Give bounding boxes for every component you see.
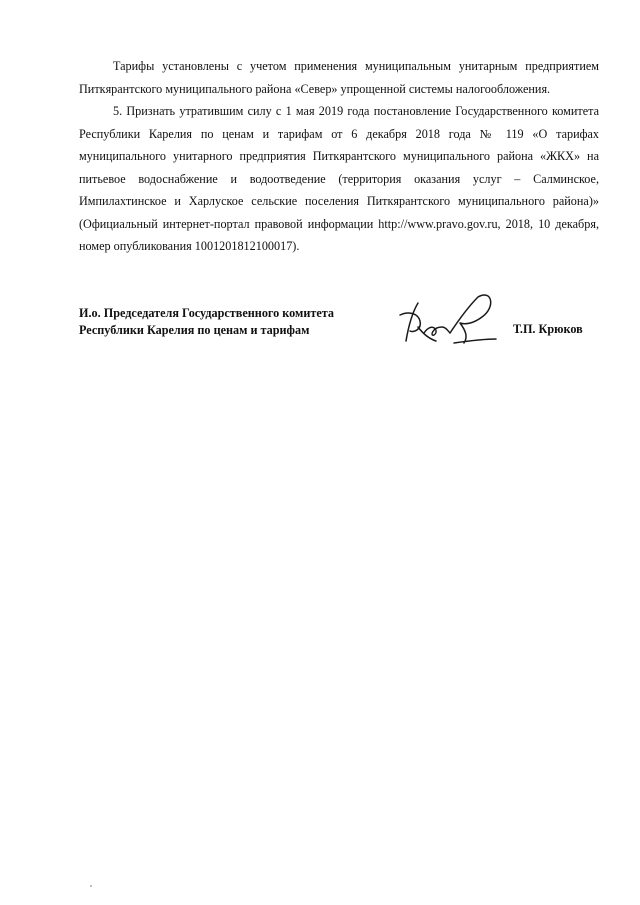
signer-title-line-2: Республики Карелия по ценам и тарифам: [79, 323, 310, 337]
signer-title: [79, 305, 379, 339]
signature-block: [79, 305, 599, 365]
paragraph-tariff-note: Тарифы установлены с учетом применения муниципальным унитарным предприятием Питкярантского муниципального района «Север» упрощенной системы налогообложения.: [79, 59, 599, 96]
signer-title-line-1: И.о. Председателя Государственного комитета: [79, 306, 334, 320]
document-body: [79, 55, 599, 258]
scan-speck: [90, 885, 92, 887]
paragraph-item-5: 5. Признать утратившим силу с 1 мая 2019 года постановление Государственного комитета Республики Карелия по ценам и тарифам от 6 декабря 2018 года № 119 «О тарифах муниципального унитарного предприятия Питкярантского муниципального района «ЖКХ» на питьевое водоснабжение и водоотведение (территория оказания услуг – Салминское, Импилахтинское и Харлуское сельские поселения Питкярантского муниципального района)» (Официальный интернет-портал правовой информации http://www.pravo.gov.ru, 2018, 10 декабря, номер опубликования 1001201812100017).: [79, 104, 599, 253]
handwritten-signature-icon: [396, 291, 514, 353]
signer-name: Т.П. Крюков: [513, 322, 583, 336]
